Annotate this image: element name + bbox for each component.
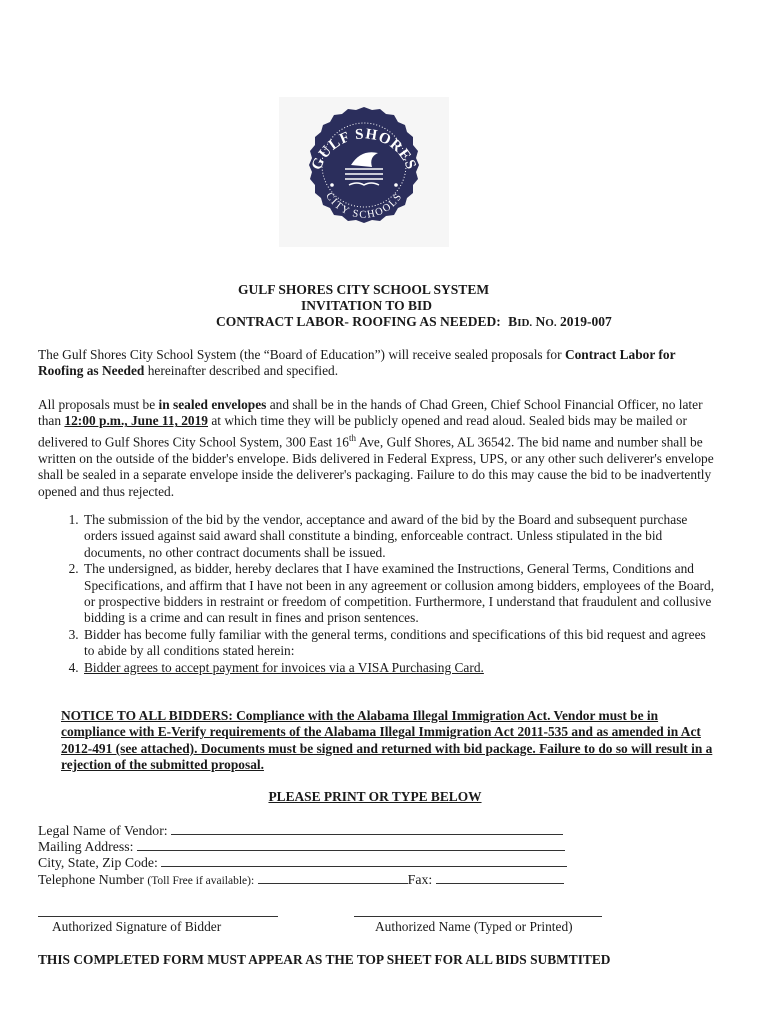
mailing-address-row: Mailing Address:	[38, 838, 565, 855]
header-subject: CONTRACT LABOR- ROOFING AS NEEDED: BID. NO. 2019-007	[216, 314, 612, 329]
name-label: Authorized Name (Typed or Printed)	[375, 919, 573, 934]
proposals-paragraph: All proposals must be in sealed envelopes and shall be in the hands of Chad Green, Chief School Financial Officer, no later than 12:00 p.m., June 11, 2019 at which time they will be publicly opened and read aloud. Sealed bids may be mailed or delivered to Gulf Shores City School System, 300 East 16th Ave, Gulf Shores, AL 36542. The bid name and number shall be written on the outside of the bidder's envelope. Bids delivered in Federal Express, UPS, or any other such deliverer's envelope shall be sealed in a separate envelope inside the deliverer's packaging. Failure to do this may cause the bid to be inadvertently opened and thus rejected.	[38, 397, 714, 499]
school-logo	[279, 97, 449, 247]
signature-label: Authorized Signature of Bidder	[52, 919, 222, 934]
footer-instruction: THIS COMPLETED FORM MUST APPEAR AS THE TOP SHEET FOR ALL BIDS SUBMTITED	[38, 952, 611, 967]
list-item: 1. The submission of the bid by the vendor, acceptance and award of the bid by the Board and subsequent purchase orders issued against said award shall constitute a binding, enforceable contract. Unless stipulated in the bid documents, no other contract documents shall be issued.	[82, 512, 718, 561]
header-org: GULF SHORES CITY SCHOOL SYSTEM	[238, 282, 490, 297]
print-instructions: PLEASE PRINT OR TYPE BELOW	[268, 789, 482, 804]
gulf-shores-seal-icon	[279, 97, 449, 247]
city-state-zip-field[interactable]	[161, 854, 567, 867]
mailing-address-field[interactable]	[137, 838, 565, 851]
name-line[interactable]	[354, 916, 602, 917]
svg-text:GULF SHORES: GULF SHORES	[308, 126, 420, 173]
notice-to-bidders: NOTICE TO ALL BIDDERS: Compliance with the Alabama Illegal Immigration Act. Vendor must be in compliance with E-Verify requirements of the Alabama Illegal Immigration Act 2011-535 and as amended in Act 2012-491 (see attached). Documents must be signed and returned with bid package. Failure to do so will result in a rejection of the submitted proposal.	[61, 708, 713, 773]
svg-text:CITY SCHOOLS: CITY SCHOOLS	[323, 190, 405, 221]
fax-field[interactable]	[436, 871, 564, 884]
list-item: 2. The undersigned, as bidder, hereby declares that I have examined the Instructions, General Terms, Conditions and Specifications, and affirm that I have not been in any agreement or collusion among bidders, employees of the Board, or prospective bidders in restraint or freedom of competition. Furthermore, I understand that fraudulent and collusive bidding is a crime and can result in fines and prison sentences.	[82, 561, 718, 627]
city-state-zip-row: City, State, Zip Code:	[38, 854, 567, 871]
legal-name-field[interactable]	[171, 822, 563, 835]
list-item: 3. Bidder has become fully familiar with the general terms, conditions and specifications of this bid request and agrees to abide by all conditions stated herein:	[82, 627, 718, 660]
list-item: 4. Bidder agrees to accept payment for invoices via a VISA Purchasing Card.	[82, 660, 718, 676]
intro-paragraph: The Gulf Shores City School System (the “Board of Education”) will receive sealed proposals for Contract Labor for Roofing as Needed hereinafter described and specified.	[38, 347, 676, 379]
telephone-field[interactable]	[258, 871, 408, 884]
header-title: INVITATION TO BID	[301, 298, 433, 313]
terms-list	[38, 512, 718, 676]
legal-name-row: Legal Name of Vendor:	[38, 822, 563, 839]
deadline: 12:00 p.m., June 11, 2019	[64, 413, 208, 429]
bid-number: 2019-007	[559, 314, 612, 329]
signature-line[interactable]	[38, 916, 278, 917]
telephone-row: Telephone Number (Toll Free if available): Fax:	[38, 871, 564, 889]
